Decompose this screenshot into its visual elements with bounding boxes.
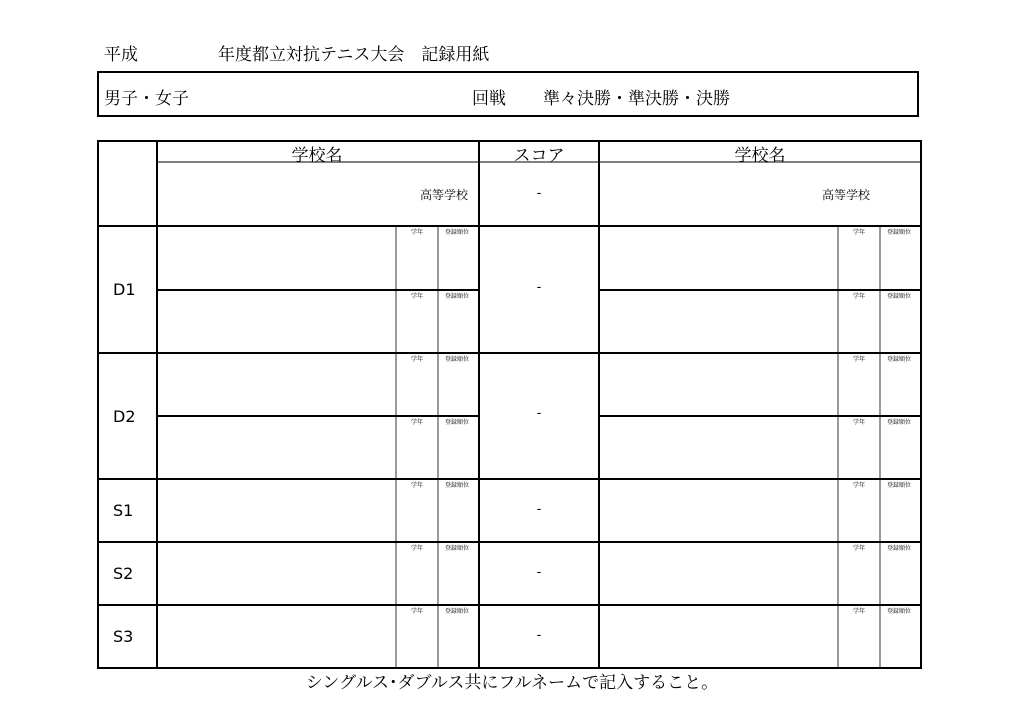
score-dash-s3[interactable]: - [536, 628, 542, 643]
team-score-dash: - [536, 186, 542, 201]
rank-label: 登録順位 [887, 356, 912, 363]
grade-label: 学年 [411, 482, 424, 489]
rank-label: 登録順位 [445, 293, 470, 300]
info-box [97, 71, 919, 117]
grade-label: 学年 [853, 545, 866, 552]
rank-label: 登録順位 [887, 545, 912, 552]
match-label-s2: S2 [113, 564, 134, 583]
record-table [97, 140, 922, 669]
grade-label: 学年 [411, 608, 424, 615]
gender-field[interactable]: 男子・女子 [104, 89, 189, 109]
form-title: 年度都立対抗テニス大会 記録用紙 [218, 45, 490, 65]
stage-field[interactable]: 準々決勝・準決勝・決勝 [543, 89, 730, 109]
grade-label: 学年 [853, 229, 866, 236]
rank-label: 登録順位 [887, 482, 912, 489]
match-label-d2: D2 [113, 407, 136, 426]
header-score: スコア [513, 146, 565, 166]
round-field[interactable]: 回戦 [472, 89, 506, 109]
grade-label: 学年 [853, 356, 866, 363]
score-dash-s1[interactable]: - [536, 502, 542, 517]
score-dash-d2[interactable]: - [536, 406, 542, 421]
grade-label: 学年 [853, 419, 866, 426]
grade-label: 学年 [411, 356, 424, 363]
rank-label: 登録順位 [445, 545, 470, 552]
grade-label: 学年 [411, 293, 424, 300]
match-label-s1: S1 [113, 501, 134, 520]
table-grid-lines [97, 140, 922, 669]
grade-label: 学年 [411, 545, 424, 552]
rank-label: 登録順位 [887, 419, 912, 426]
rank-label: 登録順位 [445, 419, 470, 426]
footer-note: シングルス･ダブルス共にフルネームで記入すること。 [305, 673, 719, 693]
form-era: 平成 [104, 45, 138, 65]
rank-label: 登録順位 [887, 293, 912, 300]
rank-label: 登録順位 [445, 356, 470, 363]
rank-label: 登録順位 [445, 482, 470, 489]
rank-label: 登録順位 [445, 229, 470, 236]
grade-label: 学年 [853, 293, 866, 300]
match-label-d1: D1 [113, 280, 136, 299]
match-label-s3: S3 [113, 627, 134, 646]
school-suffix-left: 高等学校 [420, 188, 469, 202]
grade-label: 学年 [411, 229, 424, 236]
grade-label: 学年 [853, 608, 866, 615]
score-dash-d1[interactable]: - [536, 280, 542, 295]
header-school-left: 学校名 [291, 146, 343, 166]
grade-label: 学年 [411, 419, 424, 426]
school-suffix-right: 高等学校 [822, 188, 871, 202]
rank-label: 登録順位 [887, 608, 912, 615]
grade-label: 学年 [853, 482, 866, 489]
rank-label: 登録順位 [445, 608, 470, 615]
score-dash-s2[interactable]: - [536, 565, 542, 580]
header-school-right: 学校名 [734, 146, 786, 166]
rank-label: 登録順位 [887, 229, 912, 236]
